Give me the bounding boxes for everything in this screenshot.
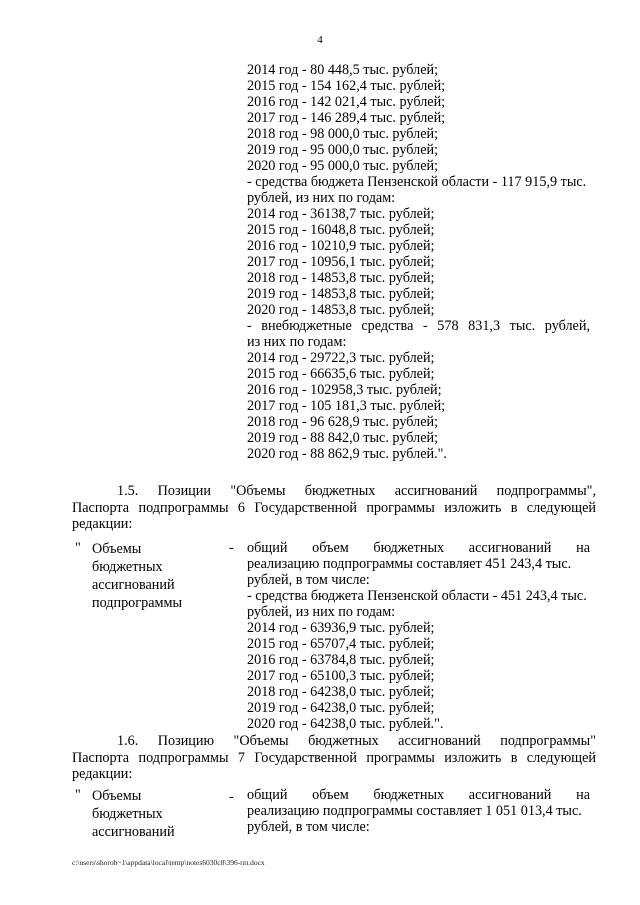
- row-label: [92, 540, 182, 612]
- text-line: 2018 год - 96 628,9 тыс. рублей;: [247, 414, 439, 430]
- text-line: 2020 год - 64238,0 тыс. рублей.".: [247, 716, 444, 732]
- text-line: 2017 год - 146 289,4 тыс. рублей;: [247, 110, 446, 126]
- text-line: 2014 год - 63936,9 тыс. рублей;: [247, 620, 435, 636]
- dash-separator: -: [229, 789, 234, 805]
- label-line: бюджетных: [92, 806, 163, 822]
- section-1-5-paragraph: [72, 483, 596, 533]
- text-line: 2018 год - 64238,0 тыс. рублей;: [247, 684, 435, 700]
- text-line: 2016 год - 142 021,4 тыс. рублей;: [247, 94, 446, 110]
- label-line: ассигнований: [92, 577, 175, 593]
- text-line: 1.5. Позиции "Объемы бюджетных ассигнований подпрограммы",: [117, 483, 596, 499]
- text-line: реализацию подпрограммы составляет 1 051 013,4 тыс.: [247, 803, 582, 819]
- text-line: 2014 год - 80 448,5 тыс. рублей;: [247, 62, 439, 78]
- text-line: 2018 год - 14853,8 тыс. рублей;: [247, 270, 435, 286]
- text-line: реализацию подпрограммы составляет 451 243,4 тыс.: [247, 556, 572, 572]
- text-line: 2020 год - 88 862,9 тыс. рублей.".: [247, 446, 447, 462]
- text-line: 2020 год - 14853,8 тыс. рублей;: [247, 302, 435, 318]
- text-line: 2014 год - 36138,7 тыс. рублей;: [247, 206, 435, 222]
- text-line: 2018 год - 98 000,0 тыс. рублей;: [247, 126, 439, 142]
- row-label: [92, 787, 175, 841]
- page-number: 4: [317, 34, 323, 46]
- label-line: Объемы: [92, 788, 142, 804]
- text-line: Паспорта подпрограммы 6 Государственной программы изложить в следующей: [72, 499, 596, 516]
- opening-quote: ": [75, 787, 81, 803]
- text-line: - внебюджетные средства - 578 831,3 тыс. рублей,: [247, 318, 590, 334]
- label-line: ассигнований: [92, 824, 175, 840]
- label-line: Объемы: [92, 541, 142, 557]
- file-path-footer: c:\users\shorob~1\appdata\local\temp\notes6030c8\396-пп.docx: [72, 858, 265, 867]
- text-line: 2015 год - 154 162,4 тыс. рублей;: [247, 78, 446, 94]
- text-line: 2019 год - 88 842,0 тыс. рублей;: [247, 430, 439, 446]
- text-line: 1.6. Позицию "Объемы бюджетных ассигнований подпрограммы": [117, 733, 596, 749]
- label-line: подпрограммы: [92, 595, 182, 611]
- text-line: - средства бюджета Пензенской области - 451 243,4 тыс.: [247, 588, 587, 604]
- text-line: 2019 год - 14853,8 тыс. рублей;: [247, 286, 435, 302]
- text-line: редакции:: [72, 516, 133, 532]
- text-line: общий объем бюджетных ассигнований на: [247, 540, 590, 556]
- text-line: 2017 год - 105 181,3 тыс. рублей;: [247, 398, 446, 414]
- text-line: рублей, в том числе:: [247, 819, 370, 835]
- text-line: Паспорта подпрограммы 7 Государственной программы изложить в следующей: [72, 749, 596, 766]
- text-line: 2014 год - 29722,3 тыс. рублей;: [247, 350, 435, 366]
- text-line: 2016 год - 102958,3 тыс. рублей;: [247, 382, 442, 398]
- text-line: 2019 год - 95 000,0 тыс. рублей;: [247, 142, 439, 158]
- section-1-6-paragraph: [72, 733, 596, 783]
- text-line: рублей, из них по годам:: [247, 190, 396, 206]
- text-line: рублей, из них по годам:: [247, 604, 396, 620]
- text-line: 2020 год - 95 000,0 тыс. рублей;: [247, 158, 439, 174]
- text-line: 2015 год - 65707,4 тыс. рублей;: [247, 636, 435, 652]
- text-line: 2015 год - 16048,8 тыс. рублей;: [247, 222, 435, 238]
- label-line: бюджетных: [92, 559, 163, 575]
- text-line: из них по годам:: [247, 334, 347, 350]
- text-line: 2016 год - 63784,8 тыс. рублей;: [247, 652, 435, 668]
- funding-by-year-block: [247, 62, 590, 462]
- text-line: редакции:: [72, 766, 133, 782]
- text-line: - средства бюджета Пензенской области - 117 915,9 тыс.: [247, 174, 587, 190]
- text-line: 2017 год - 65100,3 тыс. рублей;: [247, 668, 435, 684]
- text-line: 2017 год - 10956,1 тыс. рублей;: [247, 254, 435, 270]
- text-line: 2015 год - 66635,6 тыс. рублей;: [247, 366, 435, 382]
- text-line: 2019 год - 64238,0 тыс. рублей;: [247, 700, 435, 716]
- text-line: 2016 год - 10210,9 тыс. рублей;: [247, 238, 435, 254]
- text-line: общий объем бюджетных ассигнований на: [247, 787, 590, 803]
- row-value: [247, 540, 590, 732]
- text-line: рублей, в том числе:: [247, 572, 370, 588]
- dash-separator: -: [229, 540, 234, 556]
- row-value: [247, 787, 590, 835]
- opening-quote: ": [75, 540, 81, 556]
